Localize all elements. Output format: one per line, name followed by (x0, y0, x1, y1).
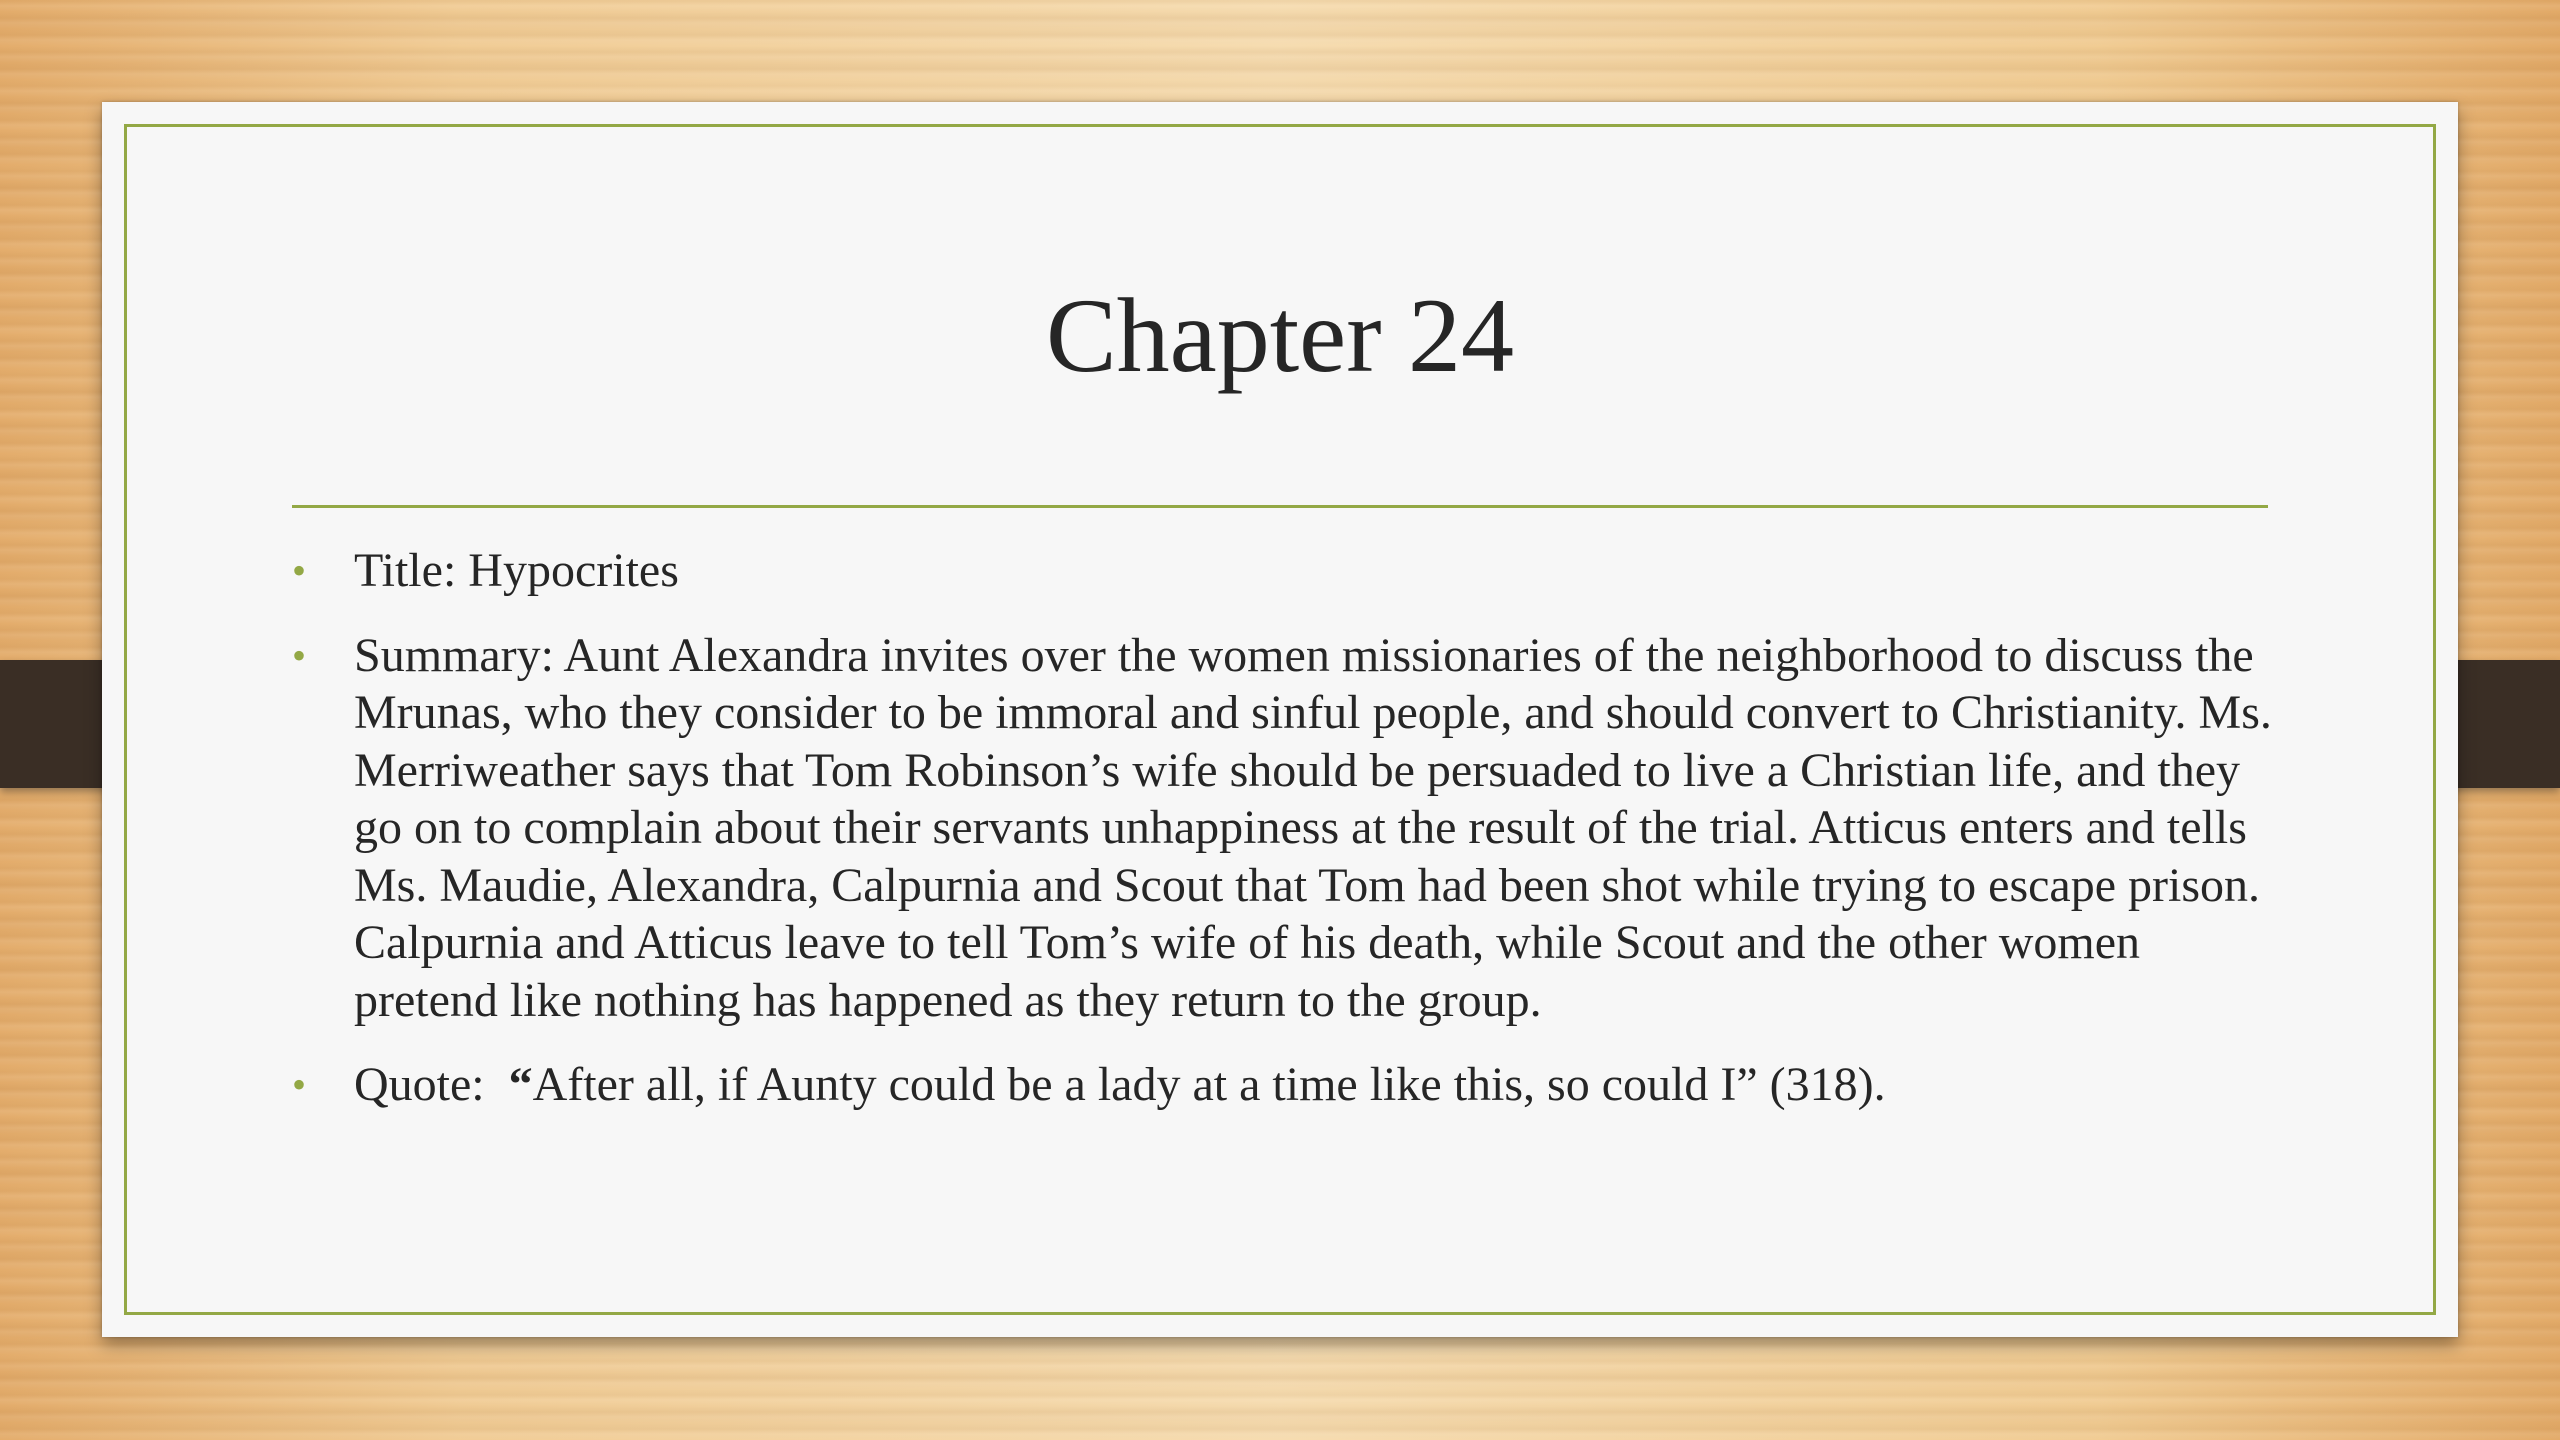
title-divider (292, 505, 2268, 508)
bullet-title-text: Title: Hypocrites (354, 544, 679, 597)
slide-title: Chapter 24 (1045, 277, 1515, 394)
bullet-quote (290, 1056, 2290, 1114)
bullet-dot-icon: • (292, 1062, 307, 1107)
bullet-summary (290, 627, 2290, 1030)
bullet-summary-text: Summary: Aunt Alexandra invites over the women missionaries of the neighborhood to discuss the Mrunas, who they consider to be immoral and sinful people, and should convert to Christianity. Ms. Merriweather says that Tom Robinson’s wife should be persuaded to live a Christian life, and they go on to complain about their servants unhappiness at the result of the trial. Atticus enters and tells Ms. Maudie, Alexandra, Calpurnia and Scout that Tom had been shot while trying to escape prison. Calpurnia and Atticus leave to tell Tom’s wife of his death, while Scout and the other women pretend like nothing has happened as they return to the group. (354, 628, 2272, 1027)
quote-open-mark: “ (508, 1058, 533, 1111)
bullet-list (290, 542, 2290, 1141)
bullet-dot-icon: • (292, 632, 307, 678)
bullet-dot-icon: • (292, 548, 307, 593)
slide (102, 102, 2458, 1337)
bullet-title (290, 542, 2290, 600)
bullet-quote-text: After all, if Aunty could be a lady at a time like this, so could I” (318). (532, 1058, 1886, 1111)
bullet-quote-prefix: Quote: (354, 1058, 497, 1111)
